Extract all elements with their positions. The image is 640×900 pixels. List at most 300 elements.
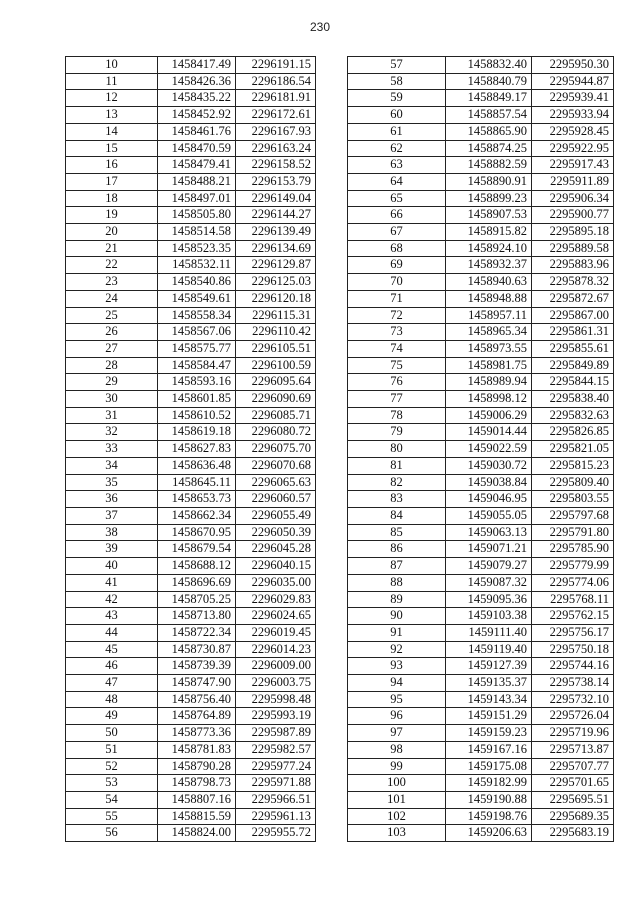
table-row xyxy=(66,541,316,558)
table-row xyxy=(348,123,614,140)
point-number-cell: 43 xyxy=(66,608,158,625)
point-number-cell: 32 xyxy=(66,424,158,441)
y-coordinate-cell: 2295966.51 xyxy=(236,791,316,808)
y-coordinate-cell: 2295707.77 xyxy=(532,758,614,775)
point-number-cell: 76 xyxy=(348,374,446,391)
table-row xyxy=(348,290,614,307)
x-coordinate-cell: 1458662.34 xyxy=(158,507,236,524)
x-coordinate-cell: 1458882.59 xyxy=(446,157,532,174)
table-row xyxy=(66,591,316,608)
point-number-cell: 52 xyxy=(66,758,158,775)
table-row xyxy=(66,441,316,458)
table-row xyxy=(348,391,614,408)
x-coordinate-cell: 1458653.73 xyxy=(158,491,236,508)
table-row xyxy=(66,73,316,90)
point-number-cell: 87 xyxy=(348,558,446,575)
point-number-cell: 18 xyxy=(66,190,158,207)
point-number-cell: 22 xyxy=(66,257,158,274)
x-coordinate-cell: 1459111.40 xyxy=(446,624,532,641)
point-number-cell: 13 xyxy=(66,107,158,124)
y-coordinate-cell: 2296186.54 xyxy=(236,73,316,90)
table-row xyxy=(348,107,614,124)
point-number-cell: 86 xyxy=(348,541,446,558)
y-coordinate-cell: 2296167.93 xyxy=(236,123,316,140)
x-coordinate-cell: 1458739.39 xyxy=(158,658,236,675)
y-coordinate-cell: 2295944.87 xyxy=(532,73,614,90)
table-row xyxy=(348,624,614,641)
x-coordinate-cell: 1458840.79 xyxy=(446,73,532,90)
table-row xyxy=(66,140,316,157)
y-coordinate-cell: 2296055.49 xyxy=(236,507,316,524)
table-row xyxy=(348,725,614,742)
table-row xyxy=(348,457,614,474)
x-coordinate-cell: 1458849.17 xyxy=(446,90,532,107)
table-row xyxy=(66,775,316,792)
coordinates-table-left xyxy=(65,56,316,842)
y-coordinate-cell: 2295939.41 xyxy=(532,90,614,107)
page-number: 230 xyxy=(309,20,331,34)
table-row xyxy=(66,274,316,291)
x-coordinate-cell: 1459190.88 xyxy=(446,791,532,808)
y-coordinate-cell: 2295977.24 xyxy=(236,758,316,775)
point-number-cell: 40 xyxy=(66,558,158,575)
x-coordinate-cell: 1458470.59 xyxy=(158,140,236,157)
table-row xyxy=(348,340,614,357)
x-coordinate-cell: 1458601.85 xyxy=(158,391,236,408)
point-number-cell: 59 xyxy=(348,90,446,107)
table-row xyxy=(66,324,316,341)
table-row xyxy=(348,157,614,174)
point-number-cell: 19 xyxy=(66,207,158,224)
x-coordinate-cell: 1458890.91 xyxy=(446,173,532,190)
table-row xyxy=(66,558,316,575)
y-coordinate-cell: 2295750.18 xyxy=(532,641,614,658)
y-coordinate-cell: 2295768.11 xyxy=(532,591,614,608)
table-row xyxy=(66,357,316,374)
y-coordinate-cell: 2295791.80 xyxy=(532,524,614,541)
y-coordinate-cell: 2295797.68 xyxy=(532,507,614,524)
table-row xyxy=(348,741,614,758)
x-coordinate-cell: 1459127.39 xyxy=(446,658,532,675)
y-coordinate-cell: 2296100.59 xyxy=(236,357,316,374)
point-number-cell: 102 xyxy=(348,808,446,825)
point-number-cell: 101 xyxy=(348,791,446,808)
table-row xyxy=(348,658,614,675)
point-number-cell: 29 xyxy=(66,374,158,391)
table-row xyxy=(66,507,316,524)
point-number-cell: 57 xyxy=(348,57,446,74)
point-number-cell: 91 xyxy=(348,624,446,641)
x-coordinate-cell: 1458756.40 xyxy=(158,691,236,708)
y-coordinate-cell: 2296110.42 xyxy=(236,324,316,341)
x-coordinate-cell: 1458532.11 xyxy=(158,257,236,274)
point-number-cell: 17 xyxy=(66,173,158,190)
table-row xyxy=(66,791,316,808)
table-row xyxy=(348,708,614,725)
point-number-cell: 44 xyxy=(66,624,158,641)
y-coordinate-cell: 2295889.58 xyxy=(532,240,614,257)
table-row xyxy=(66,240,316,257)
table-row xyxy=(348,775,614,792)
table-row xyxy=(348,608,614,625)
point-number-cell: 83 xyxy=(348,491,446,508)
x-coordinate-cell: 1458722.34 xyxy=(158,624,236,641)
point-number-cell: 42 xyxy=(66,591,158,608)
point-number-cell: 51 xyxy=(66,741,158,758)
point-number-cell: 31 xyxy=(66,407,158,424)
point-number-cell: 65 xyxy=(348,190,446,207)
y-coordinate-cell: 2296149.04 xyxy=(236,190,316,207)
y-coordinate-cell: 2296065.63 xyxy=(236,474,316,491)
table-row xyxy=(348,224,614,241)
table-row xyxy=(66,608,316,625)
y-coordinate-cell: 2295774.06 xyxy=(532,574,614,591)
x-coordinate-cell: 1458593.16 xyxy=(158,374,236,391)
y-coordinate-cell: 2295922.95 xyxy=(532,140,614,157)
x-coordinate-cell: 1458932.37 xyxy=(446,257,532,274)
x-coordinate-cell: 1458940.63 xyxy=(446,274,532,291)
table-row xyxy=(66,708,316,725)
table-row xyxy=(66,157,316,174)
y-coordinate-cell: 2295911.89 xyxy=(532,173,614,190)
coordinates-table-right xyxy=(347,56,614,842)
y-coordinate-cell: 2295695.51 xyxy=(532,791,614,808)
point-number-cell: 12 xyxy=(66,90,158,107)
table-row xyxy=(348,274,614,291)
x-coordinate-cell: 1458790.28 xyxy=(158,758,236,775)
y-coordinate-cell: 2295872.67 xyxy=(532,290,614,307)
point-number-cell: 88 xyxy=(348,574,446,591)
y-coordinate-cell: 2295756.17 xyxy=(532,624,614,641)
table-row xyxy=(348,641,614,658)
table-row xyxy=(66,307,316,324)
point-number-cell: 50 xyxy=(66,725,158,742)
y-coordinate-cell: 2295982.57 xyxy=(236,741,316,758)
x-coordinate-cell: 1458948.88 xyxy=(446,290,532,307)
x-coordinate-cell: 1458798.73 xyxy=(158,775,236,792)
x-coordinate-cell: 1458713.80 xyxy=(158,608,236,625)
point-number-cell: 82 xyxy=(348,474,446,491)
point-number-cell: 81 xyxy=(348,457,446,474)
table-row xyxy=(66,474,316,491)
x-coordinate-cell: 1458989.94 xyxy=(446,374,532,391)
x-coordinate-cell: 1458998.12 xyxy=(446,391,532,408)
point-number-cell: 47 xyxy=(66,675,158,692)
point-number-cell: 95 xyxy=(348,691,446,708)
table-row xyxy=(66,491,316,508)
point-number-cell: 48 xyxy=(66,691,158,708)
point-number-cell: 60 xyxy=(348,107,446,124)
y-coordinate-cell: 2296050.39 xyxy=(236,524,316,541)
point-number-cell: 54 xyxy=(66,791,158,808)
point-number-cell: 66 xyxy=(348,207,446,224)
point-number-cell: 77 xyxy=(348,391,446,408)
table-row xyxy=(348,190,614,207)
table-row xyxy=(66,524,316,541)
x-coordinate-cell: 1458815.59 xyxy=(158,808,236,825)
y-coordinate-cell: 2295785.90 xyxy=(532,541,614,558)
y-coordinate-cell: 2296129.87 xyxy=(236,257,316,274)
y-coordinate-cell: 2295878.32 xyxy=(532,274,614,291)
point-number-cell: 21 xyxy=(66,240,158,257)
y-coordinate-cell: 2295955.72 xyxy=(236,825,316,842)
table-row xyxy=(66,190,316,207)
point-number-cell: 58 xyxy=(348,73,446,90)
point-number-cell: 79 xyxy=(348,424,446,441)
y-coordinate-cell: 2296014.23 xyxy=(236,641,316,658)
x-coordinate-cell: 1459167.16 xyxy=(446,741,532,758)
y-coordinate-cell: 2296070.68 xyxy=(236,457,316,474)
point-number-cell: 14 xyxy=(66,123,158,140)
y-coordinate-cell: 2295821.05 xyxy=(532,441,614,458)
point-number-cell: 74 xyxy=(348,340,446,357)
table-row xyxy=(348,758,614,775)
table-row xyxy=(66,424,316,441)
table-row xyxy=(348,691,614,708)
point-number-cell: 84 xyxy=(348,507,446,524)
point-number-cell: 94 xyxy=(348,675,446,692)
x-coordinate-cell: 1458773.36 xyxy=(158,725,236,742)
y-coordinate-cell: 2295838.40 xyxy=(532,391,614,408)
table-body xyxy=(348,57,614,842)
y-coordinate-cell: 2296125.03 xyxy=(236,274,316,291)
y-coordinate-cell: 2296139.49 xyxy=(236,224,316,241)
y-coordinate-cell: 2296105.51 xyxy=(236,340,316,357)
y-coordinate-cell: 2296003.75 xyxy=(236,675,316,692)
x-coordinate-cell: 1458645.11 xyxy=(158,474,236,491)
point-number-cell: 49 xyxy=(66,708,158,725)
point-number-cell: 75 xyxy=(348,357,446,374)
y-coordinate-cell: 2295917.43 xyxy=(532,157,614,174)
point-number-cell: 34 xyxy=(66,457,158,474)
point-number-cell: 63 xyxy=(348,157,446,174)
x-coordinate-cell: 1458575.77 xyxy=(158,340,236,357)
y-coordinate-cell: 2296191.15 xyxy=(236,57,316,74)
point-number-cell: 26 xyxy=(66,324,158,341)
x-coordinate-cell: 1458832.40 xyxy=(446,57,532,74)
point-number-cell: 80 xyxy=(348,441,446,458)
table-row xyxy=(348,791,614,808)
point-number-cell: 28 xyxy=(66,357,158,374)
x-coordinate-cell: 1458764.89 xyxy=(158,708,236,725)
point-number-cell: 67 xyxy=(348,224,446,241)
x-coordinate-cell: 1459175.08 xyxy=(446,758,532,775)
x-coordinate-cell: 1458899.23 xyxy=(446,190,532,207)
x-coordinate-cell: 1459046.95 xyxy=(446,491,532,508)
point-number-cell: 38 xyxy=(66,524,158,541)
table-row xyxy=(348,441,614,458)
table-row xyxy=(348,173,614,190)
point-number-cell: 70 xyxy=(348,274,446,291)
y-coordinate-cell: 2295993.19 xyxy=(236,708,316,725)
point-number-cell: 27 xyxy=(66,340,158,357)
x-coordinate-cell: 1458567.06 xyxy=(158,324,236,341)
point-number-cell: 69 xyxy=(348,257,446,274)
x-coordinate-cell: 1459038.84 xyxy=(446,474,532,491)
point-number-cell: 25 xyxy=(66,307,158,324)
table-row xyxy=(348,524,614,541)
y-coordinate-cell: 2295849.89 xyxy=(532,357,614,374)
x-coordinate-cell: 1458452.92 xyxy=(158,107,236,124)
x-coordinate-cell: 1459198.76 xyxy=(446,808,532,825)
x-coordinate-cell: 1459087.32 xyxy=(446,574,532,591)
x-coordinate-cell: 1459182.99 xyxy=(446,775,532,792)
x-coordinate-cell: 1458549.61 xyxy=(158,290,236,307)
point-number-cell: 45 xyxy=(66,641,158,658)
y-coordinate-cell: 2295832.63 xyxy=(532,407,614,424)
point-number-cell: 96 xyxy=(348,708,446,725)
table-row xyxy=(66,808,316,825)
x-coordinate-cell: 1458584.47 xyxy=(158,357,236,374)
x-coordinate-cell: 1458505.80 xyxy=(158,207,236,224)
point-number-cell: 100 xyxy=(348,775,446,792)
y-coordinate-cell: 2295738.14 xyxy=(532,675,614,692)
table-row xyxy=(66,340,316,357)
table-row xyxy=(66,257,316,274)
point-number-cell: 62 xyxy=(348,140,446,157)
table-row xyxy=(66,624,316,641)
point-number-cell: 16 xyxy=(66,157,158,174)
table-row xyxy=(348,207,614,224)
x-coordinate-cell: 1458824.00 xyxy=(158,825,236,842)
point-number-cell: 41 xyxy=(66,574,158,591)
x-coordinate-cell: 1458417.49 xyxy=(158,57,236,74)
table-row xyxy=(66,123,316,140)
x-coordinate-cell: 1458627.83 xyxy=(158,441,236,458)
x-coordinate-cell: 1458679.54 xyxy=(158,541,236,558)
y-coordinate-cell: 2295689.35 xyxy=(532,808,614,825)
point-number-cell: 89 xyxy=(348,591,446,608)
point-number-cell: 55 xyxy=(66,808,158,825)
x-coordinate-cell: 1458730.87 xyxy=(158,641,236,658)
y-coordinate-cell: 2296045.28 xyxy=(236,541,316,558)
y-coordinate-cell: 2295900.77 xyxy=(532,207,614,224)
table-row xyxy=(348,541,614,558)
y-coordinate-cell: 2296153.79 xyxy=(236,173,316,190)
table-row xyxy=(348,474,614,491)
point-number-cell: 56 xyxy=(66,825,158,842)
y-coordinate-cell: 2295815.23 xyxy=(532,457,614,474)
x-coordinate-cell: 1458807.16 xyxy=(158,791,236,808)
y-coordinate-cell: 2295971.88 xyxy=(236,775,316,792)
y-coordinate-cell: 2296120.18 xyxy=(236,290,316,307)
y-coordinate-cell: 2296060.57 xyxy=(236,491,316,508)
x-coordinate-cell: 1458924.10 xyxy=(446,240,532,257)
y-coordinate-cell: 2296029.83 xyxy=(236,591,316,608)
y-coordinate-cell: 2296172.61 xyxy=(236,107,316,124)
x-coordinate-cell: 1458688.12 xyxy=(158,558,236,575)
x-coordinate-cell: 1458865.90 xyxy=(446,123,532,140)
y-coordinate-cell: 2296075.70 xyxy=(236,441,316,458)
x-coordinate-cell: 1459103.38 xyxy=(446,608,532,625)
point-number-cell: 72 xyxy=(348,307,446,324)
table-row xyxy=(66,641,316,658)
table-row xyxy=(66,57,316,74)
table-row xyxy=(66,391,316,408)
x-coordinate-cell: 1459119.40 xyxy=(446,641,532,658)
table-row xyxy=(348,574,614,591)
x-coordinate-cell: 1458696.69 xyxy=(158,574,236,591)
point-number-cell: 37 xyxy=(66,507,158,524)
y-coordinate-cell: 2296163.24 xyxy=(236,140,316,157)
point-number-cell: 15 xyxy=(66,140,158,157)
x-coordinate-cell: 1458497.01 xyxy=(158,190,236,207)
table-row xyxy=(348,90,614,107)
x-coordinate-cell: 1459022.59 xyxy=(446,441,532,458)
x-coordinate-cell: 1458558.34 xyxy=(158,307,236,324)
y-coordinate-cell: 2295861.31 xyxy=(532,324,614,341)
y-coordinate-cell: 2295855.61 xyxy=(532,340,614,357)
y-coordinate-cell: 2295701.65 xyxy=(532,775,614,792)
x-coordinate-cell: 1458610.52 xyxy=(158,407,236,424)
table-row xyxy=(66,107,316,124)
x-coordinate-cell: 1459159.23 xyxy=(446,725,532,742)
point-number-cell: 90 xyxy=(348,608,446,625)
point-number-cell: 78 xyxy=(348,407,446,424)
point-number-cell: 35 xyxy=(66,474,158,491)
table-row xyxy=(348,374,614,391)
table-row xyxy=(348,324,614,341)
y-coordinate-cell: 2296035.00 xyxy=(236,574,316,591)
x-coordinate-cell: 1458540.86 xyxy=(158,274,236,291)
y-coordinate-cell: 2296090.69 xyxy=(236,391,316,408)
table-row xyxy=(348,140,614,157)
x-coordinate-cell: 1458781.83 xyxy=(158,741,236,758)
table-row xyxy=(66,658,316,675)
x-coordinate-cell: 1459095.36 xyxy=(446,591,532,608)
y-coordinate-cell: 2295895.18 xyxy=(532,224,614,241)
y-coordinate-cell: 2295726.04 xyxy=(532,708,614,725)
y-coordinate-cell: 2295732.10 xyxy=(532,691,614,708)
y-coordinate-cell: 2296158.52 xyxy=(236,157,316,174)
table-row xyxy=(66,825,316,842)
table-row xyxy=(66,224,316,241)
y-coordinate-cell: 2295906.34 xyxy=(532,190,614,207)
table-body xyxy=(66,57,316,842)
x-coordinate-cell: 1458981.75 xyxy=(446,357,532,374)
x-coordinate-cell: 1458915.82 xyxy=(446,224,532,241)
table-row xyxy=(66,691,316,708)
table-row xyxy=(66,173,316,190)
x-coordinate-cell: 1459030.72 xyxy=(446,457,532,474)
x-coordinate-cell: 1458619.18 xyxy=(158,424,236,441)
y-coordinate-cell: 2295803.55 xyxy=(532,491,614,508)
x-coordinate-cell: 1458907.53 xyxy=(446,207,532,224)
point-number-cell: 61 xyxy=(348,123,446,140)
x-coordinate-cell: 1459206.63 xyxy=(446,825,532,842)
y-coordinate-cell: 2296080.72 xyxy=(236,424,316,441)
y-coordinate-cell: 2295867.00 xyxy=(532,307,614,324)
point-number-cell: 36 xyxy=(66,491,158,508)
y-coordinate-cell: 2296019.45 xyxy=(236,624,316,641)
point-number-cell: 98 xyxy=(348,741,446,758)
x-coordinate-cell: 1458874.25 xyxy=(446,140,532,157)
point-number-cell: 92 xyxy=(348,641,446,658)
y-coordinate-cell: 2295950.30 xyxy=(532,57,614,74)
table-row xyxy=(348,491,614,508)
table-row xyxy=(66,574,316,591)
x-coordinate-cell: 1458857.54 xyxy=(446,107,532,124)
table-row xyxy=(348,675,614,692)
x-coordinate-cell: 1459055.05 xyxy=(446,507,532,524)
point-number-cell: 73 xyxy=(348,324,446,341)
point-number-cell: 24 xyxy=(66,290,158,307)
table-row xyxy=(66,407,316,424)
point-number-cell: 11 xyxy=(66,73,158,90)
x-coordinate-cell: 1458461.76 xyxy=(158,123,236,140)
point-number-cell: 23 xyxy=(66,274,158,291)
point-number-cell: 53 xyxy=(66,775,158,792)
